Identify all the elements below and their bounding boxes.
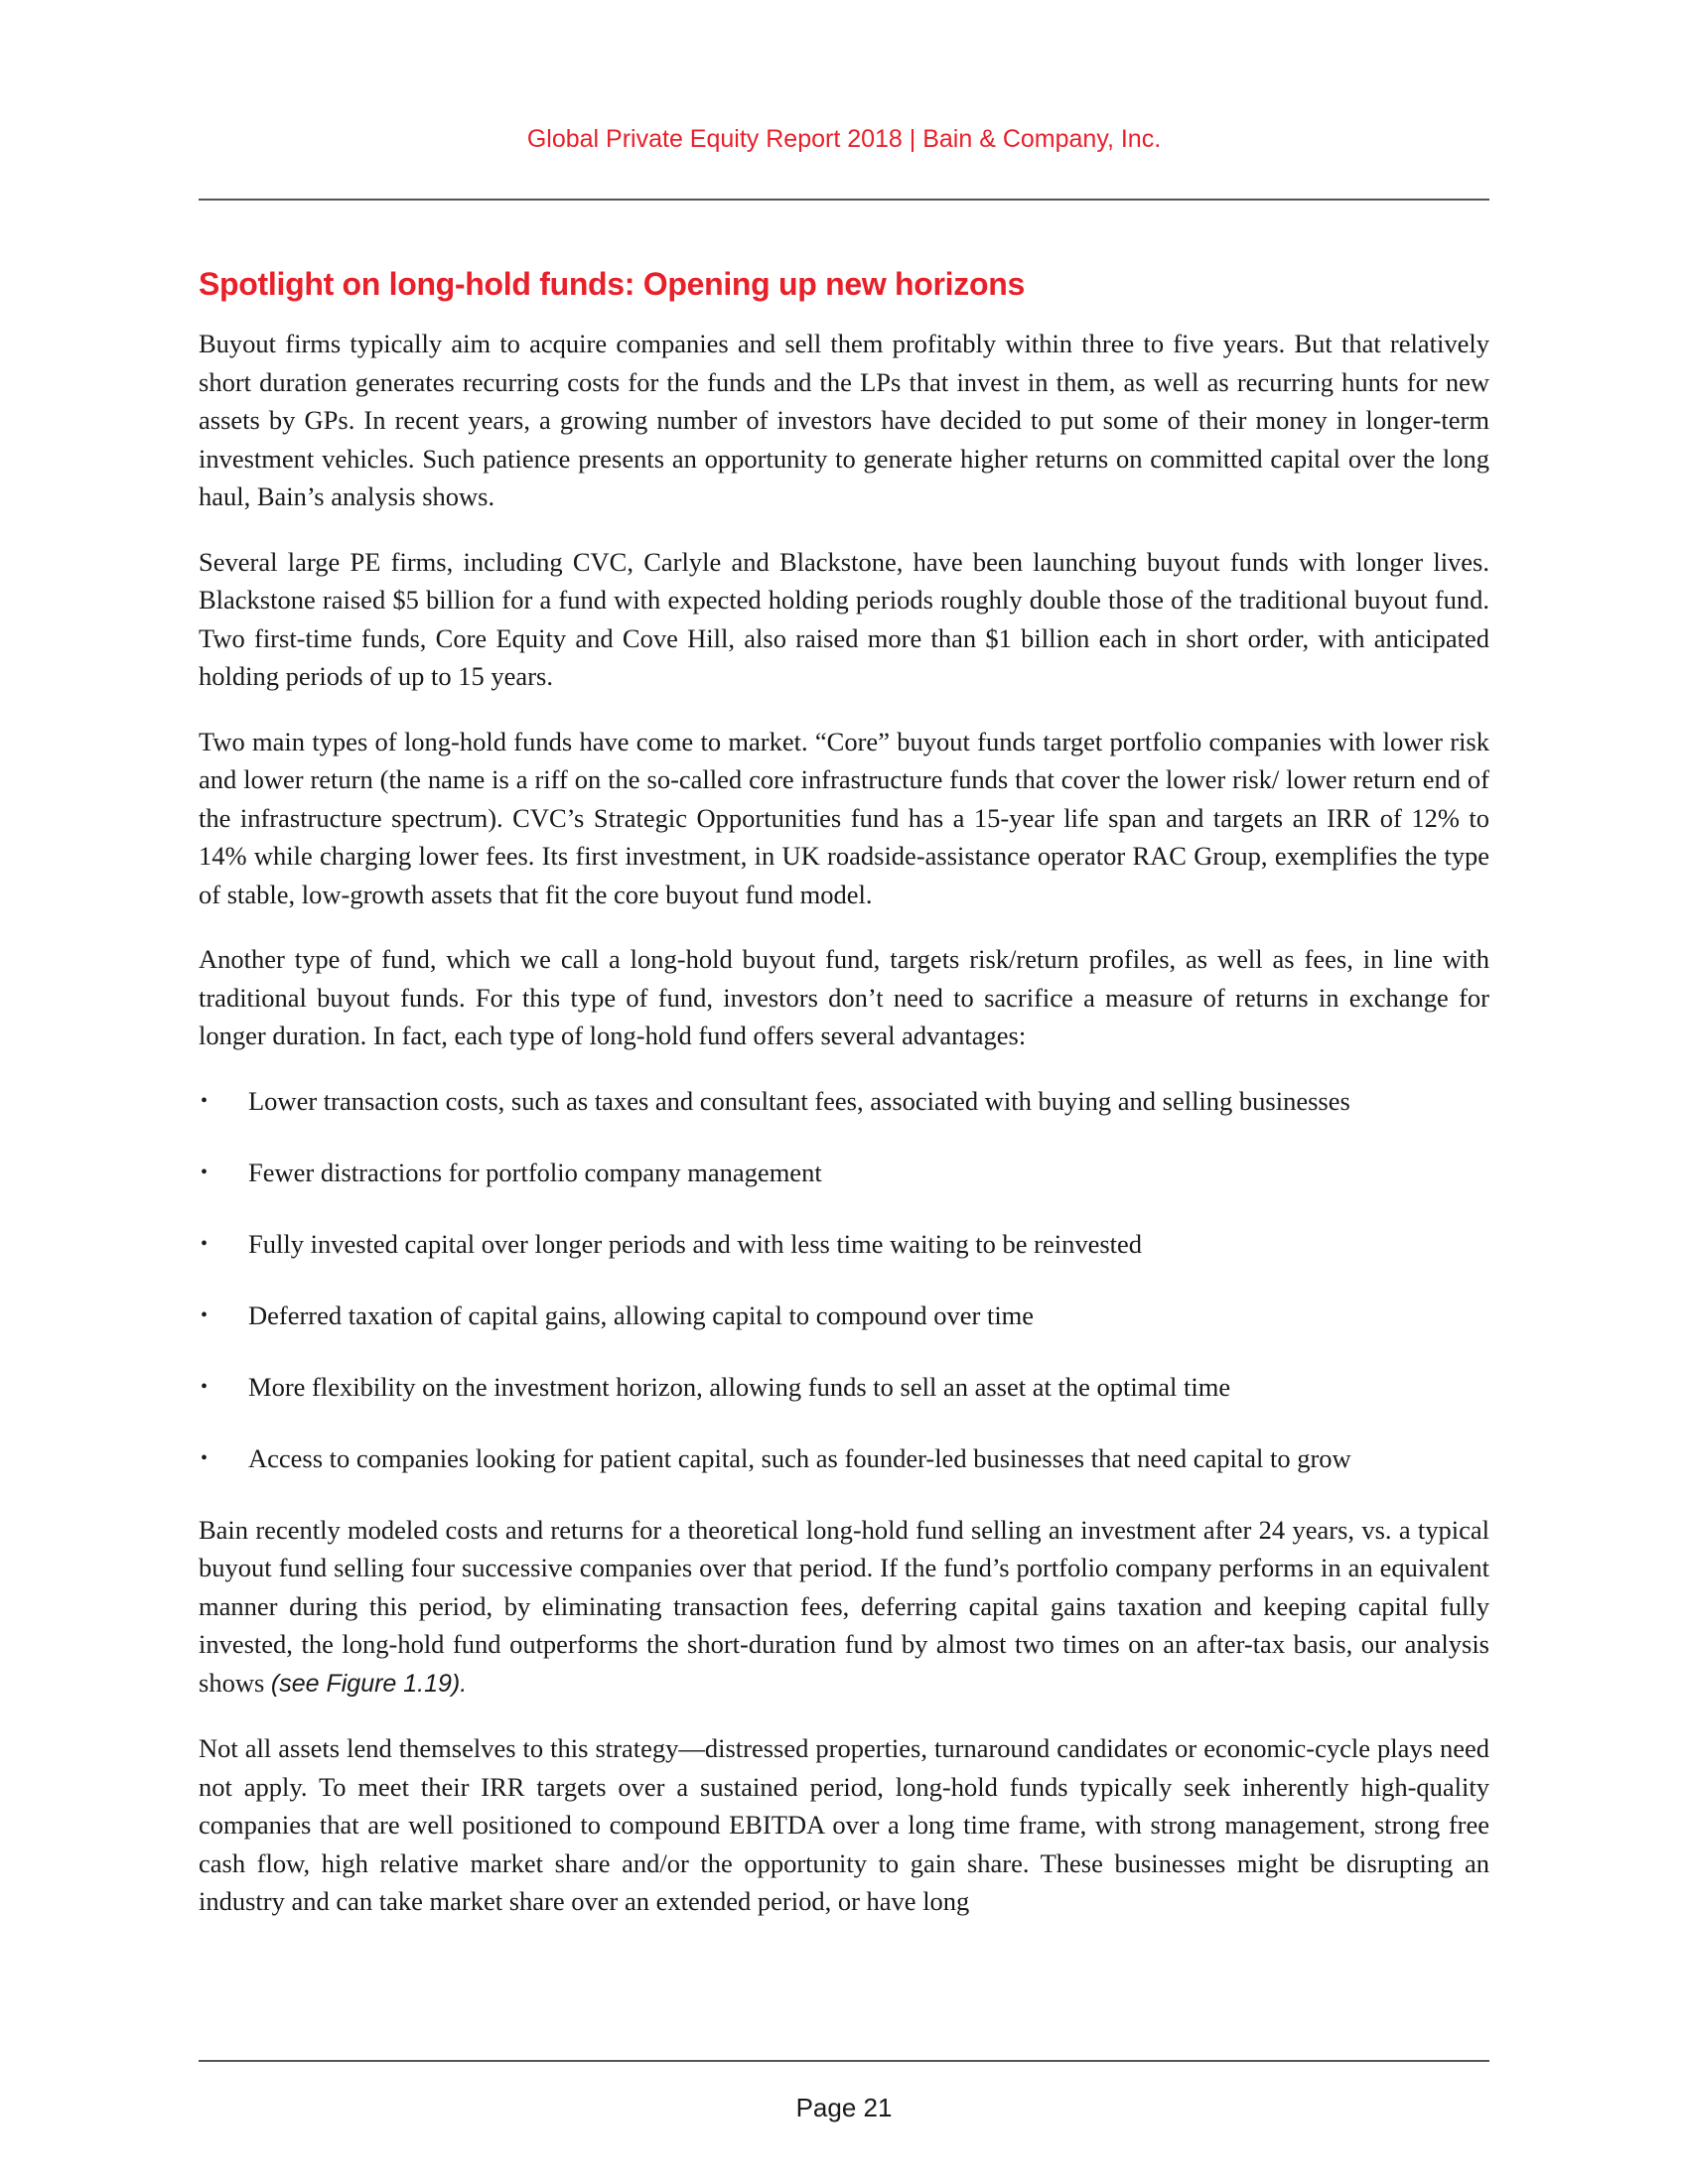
list-item-text: Fully invested capital over longer periods and with less time waiting to be reinvested [248, 1228, 1143, 1259]
page-number: Page 21 [795, 2093, 893, 2122]
list-item-text: Fewer distractions for portfolio company management [248, 1157, 822, 1187]
bullet-icon: • [201, 1375, 209, 1398]
list-item-text: More flexibility on the investment horizon, allowing funds to sell an asset at the optimal time [248, 1371, 1231, 1402]
paragraph-long-hold-buyout: Another type of fund, which we call a long-hold buyout fund, targets risk/return profiles, as well as fees, in line with traditional buyout funds. For this type of fund, investors don’t need to sacrifice a measure of returns in exchange for longer duration. In fact, each type of long-hold fund offers several advantages: [199, 944, 1489, 1050]
paragraph-fund-types: Two main types of long-hold funds have come to market. “Core” buyout funds target portfolio companies with lower risk and lower return (the name is a riff on the so-called core infrastructure funds that cover the lower risk/ lower return end of the infrastructure spectrum). CVC’s Strategic Opportunities fund has a 15-year life span and targets an IRR of 12% to 14% while charging lower fees. Its first investment, in UK roadside-assistance operator RAC Group, exemplifies the type of stable, low-growth assets that fit the core buyout fund model. [199, 726, 1489, 909]
paragraph-bain-model [199, 1511, 1489, 1704]
paragraph-asset-suitability: Not all assets lend themselves to this strategy—distressed properties, turnaround candidates or economic-cycle plays need not apply. To meet their IRR targets over a sustained period, long-hold funds typically seek inherently high-quality companies that are well positioned to compound EBITDA over a long time frame, with strong management, strong free cash flow, high relative market share and/or the opportunity to gain share. These businesses might be disrupting an industry and can take market share over an extended period, or have long [199, 1733, 1489, 1916]
main-content [199, 266, 1489, 1948]
bullet-icon: • [201, 1089, 209, 1112]
paragraph-large-firms: Several large PE firms, including CVC, Carlyle and Blackstone, have been launching buyout funds with longer lives. Blackstone raised $5 billion for a fund with expected holding periods roughly double those of the traditional buyout fund. Two first-time funds, Core Equity and Cove Hill, also raised more than $1 billion each in short order, with anticipated holding periods of up to 15 years. [199, 546, 1489, 691]
list-item [199, 1225, 1489, 1264]
list-item-text: Access to companies looking for patient capital, such as founder-led businesses that need capital to grow [248, 1442, 1351, 1473]
bullet-icon: • [201, 1160, 209, 1183]
list-item [199, 1154, 1489, 1192]
list-item [199, 1368, 1489, 1407]
list-item [199, 1439, 1489, 1478]
bullet-icon: • [201, 1303, 209, 1326]
list-item-text: Lower transaction costs, such as taxes and consultant fees, associated with buying and selling businesses [248, 1085, 1350, 1116]
figure-reference: (see Figure 1.19). [270, 1669, 468, 1698]
page-header: Global Private Equity Report 2018 | Bain & Company, Inc. [526, 125, 1162, 153]
section-title: Spotlight on long-hold funds: Opening up new horizons [199, 266, 1025, 302]
paragraph-bain-model-text: Bain recently modeled costs and returns for a theoretical long-hold fund selling an investment after 24 years, vs. a typical buyout fund selling four successive companies over that period. If the fund’s portfolio company performs in an equivalent manner during this period, by eliminating transaction fees, deferring capital gains taxation and keeping capital fully invested, the long-hold fund outperforms the short-duration fund by almost two times on an after-tax basis, our analysis shows [199, 1514, 1489, 1698]
paragraph-intro: Buyout firms typically aim to acquire companies and sell them profitably within three to five years. But that relatively short duration generates recurring costs for the funds and the LPs that invest in them, as well as recurring hunts for new assets by GPs. In recent years, a growing number of investors have decided to put some of their money in longer-term investment vehicles. Such patience presents an opportunity to generate higher returns on committed capital over the long haul, Bain’s analysis shows. [199, 329, 1489, 511]
list-item [199, 1297, 1489, 1335]
bullet-icon: • [201, 1232, 209, 1255]
header-divider [199, 199, 1489, 201]
list-item [199, 1082, 1489, 1121]
bullet-icon: • [201, 1446, 209, 1469]
footer-divider [199, 2060, 1489, 2062]
list-item-text: Deferred taxation of capital gains, allowing capital to compound over time [248, 1299, 1035, 1330]
advantages-list [199, 1082, 1489, 1478]
